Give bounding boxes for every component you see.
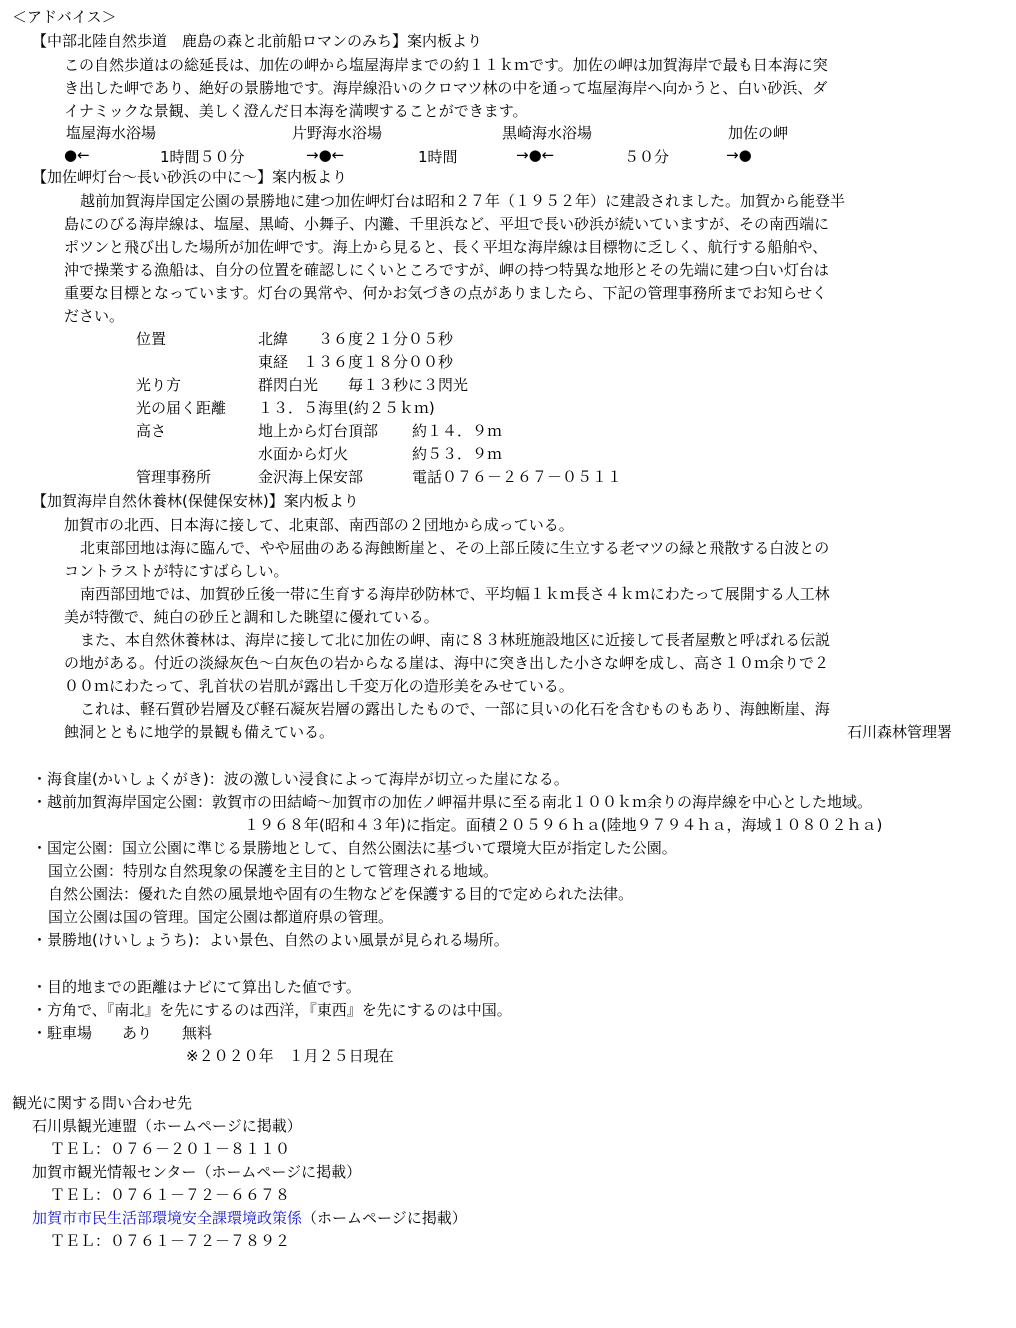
note-item: 国立公園：特別な自然現象の保護を主目的として管理される地域。 [48,862,499,880]
paragraph-line: ００ｍにわたって、乳首状の岩肌が露出し千変万化の造形美をみせている。 [64,677,574,695]
spec-label-range: 光の届く距離 [136,399,227,417]
note-item: 自然公園法：優れた自然の風景地や固有の生物などを保護する目的で定められた法律。 [48,885,634,903]
contact-org: 石川県観光連盟（ホームページに掲載） [32,1117,302,1135]
paragraph-line: 南西部団地では、加賀砂丘後一帯に生育する海岸砂防林で、平均幅１ｋｍ長さ４ｋｍにわたって展開する人工林 [80,585,830,603]
spec-office-tel: 電話０７６－２６７－０５１１ [412,468,623,486]
paragraph-line: 沖で操業する漁船は、自分の位置を確認しにくいところですが、岬の持つ特異な地形とその先端に建つ白い灯台は [64,261,829,279]
spec-latitude: 北緯 ３６度２１分０５秒 [258,330,454,348]
route-time: 1時間５０分 [160,148,245,166]
paragraph-line: の地がある。付近の淡緑灰色～白灰色の岩からなる崖は、海中に突き出した小さな岬を成し、高さ１０ｍ余りで２ [64,654,830,672]
misc-item: ・方角で、『南北』を先にするのは西洋，『東西』を先にするのは中国。 [32,1001,512,1019]
spec-label-light: 光り方 [136,376,182,394]
route-place-shioya: 塩屋海水浴場 [66,124,157,142]
paragraph-line: 北東部団地は海に臨んで、やや屈曲のある海蝕断崖と、その上部丘陵に生立する老マツの緑と飛散する白波との [80,539,830,557]
spec-label-office: 管理事務所 [136,468,212,486]
section-title-nature-trail: 【中部北陸自然歩道 鹿島の森と北前船ロマンのみち】案内板より [32,32,483,50]
contact-tel: ＴＥＬ：０７６－２０１－８１１０ [50,1140,291,1158]
paragraph-line: 重要な目標となっています。灯台の異常や、何かお気づきの点がありましたら、下記の管理事務所までお知らせく [64,284,828,302]
misc-item: ・駐車場 あり 無料 [32,1024,213,1042]
paragraph-line: 越前加賀海岸国定公園の景勝地に建つ加佐岬灯台は昭和２７年（１９５２年）に建設されました。加賀から能登半 [80,192,846,210]
paragraph-line: これは、軽石質砂岩層及び軽石凝灰岩層の露出したもので、一部に貝いの化石を含むものもあり、海蝕断崖、海 [80,700,830,718]
section-title-lighthouse: 【加佐岬灯台～長い砂浜の中に～】案内板より [32,168,348,186]
spec-longitude: 東経 １３６度１８分００秒 [258,353,454,371]
section-title-recreation-forest: 【加賀海岸自然休養林(保健保安林)】案内板より [32,492,359,510]
contact-tel: ＴＥＬ：０７６１－７２－７８９２ [50,1232,291,1250]
spec-height1-label: 地上から灯台頂部 [258,422,379,440]
route-place-kasa-cape: 加佐の岬 [728,124,789,142]
paragraph-line: この自然歩道はの総延長は、加佐の岬から塩屋海岸までの約１１ｋｍです。加佐の岬は加賀海岸で最も日本海に突 [64,56,828,74]
environment-policy-link[interactable]: 加賀市市民生活部環境安全課環境政策係 [32,1209,303,1227]
note-item: ・越前加賀海岸国定公園：敦賀市の田結崎～加賀市の加佐ノ岬福井県に至る南北１００ｋｍ余りの海岸線を中心とした地域。 [32,793,873,811]
route-start-marker: ●← [64,146,90,164]
spec-label-position: 位置 [136,330,167,348]
spec-office-name: 金沢海上保安部 [258,468,364,486]
contact-tel: ＴＥＬ：０７６１－７２－６６７８ [50,1186,291,1204]
paragraph-line: 美が特徴で、純白の砂丘と調和した眺望に優れている。 [64,608,439,626]
paragraph-line: ポツンと飛び出した場所が加佐岬です。海上から見ると、長く平坦な海岸線は目標物に乏しく、航行する船舶や、 [64,238,828,256]
note-item: 国立公園は国の管理。国定公園は都道府県の管理。 [48,908,394,926]
route-arrow-marker: →●← [306,146,345,164]
spec-range-value: １３．５海里(約２５ｋｍ) [258,399,435,417]
note-item: ・景勝地(けいしょうち)：よい景色、自然のよい風景が見られる場所。 [32,931,509,949]
signature: 石川森林管理署 [846,723,952,741]
route-time: ５０分 [624,148,670,166]
spec-height2-label: 水面から灯火 [258,445,349,463]
misc-item: ・目的地までの距離はナビにて算出した値です。 [32,978,361,996]
route-arrow-marker: →● [726,146,752,164]
paragraph-line: コントラストが特にすばらしい。 [64,562,289,580]
spec-height1-value: 約１４．９ｍ [412,422,503,440]
note-item: ・海食崖(かいしょくがき)：波の激しい浸食によって海岸が切立った崖になる。 [32,770,569,788]
contact-heading: 観光に関する問い合わせ先 [12,1094,193,1112]
note-item: １９６８年(昭和４３年)に指定。面積２０５９６ｈａ(陸地９７９４ｈａ，海域１０８０２ｈａ) [244,816,883,834]
paragraph-line: 蝕洞とともに地学的景観も備えている。 [64,723,335,741]
spec-height2-value: 約５３．９ｍ [412,445,503,463]
as-of-date: ※２０２０年 １月２５日現在 [186,1047,394,1065]
contact-org-linked [32,1207,467,1229]
paragraph-line: 加賀市の北西、日本海に接して、北東部、南西部の２団地から成っている。 [64,516,574,534]
contact-org: 加賀市観光情報センター（ホームページに掲載） [32,1163,362,1181]
route-arrow-marker: →●← [516,146,555,164]
advice-header: ＜アドバイス＞ [12,8,117,26]
paragraph-line: ださい。 [64,307,125,325]
note-item: ・国定公園：国立公園に準じる景勝地として、自然公園法に基づいて環境大臣が指定した公園。 [32,839,677,857]
spec-light-value: 群閃白光 毎１３秒に３閃光 [258,376,469,394]
route-place-katano: 片野海水浴場 [292,124,383,142]
paragraph-line: き出した岬であり、絶好の景勝地です。海岸線沿いのクロマツ林の中を通って塩屋海岸へ向かうと、白い砂浜、ダ [64,79,828,97]
paragraph-line: また、本自然休養林は、海岸に接して北に加佐の岬、南に８３林班施設地区に近接して長者屋敷と呼ばれる伝説 [80,631,831,649]
route-time: 1時間 [418,148,458,166]
route-place-kurosaki: 黒崎海水浴場 [502,124,593,142]
spec-label-height: 高さ [136,422,167,440]
contact-org-suffix: （ホームページに掲載） [302,1209,467,1227]
paragraph-line: イナミックな景観、美しく澄んだ日本海を満喫することができます。 [64,102,528,120]
paragraph-line: 島にのびる海岸線は、塩屋、黒崎、小舞子、内灘、千里浜など、平坦で長い砂浜が続いていますが、その南西端に [64,215,830,233]
